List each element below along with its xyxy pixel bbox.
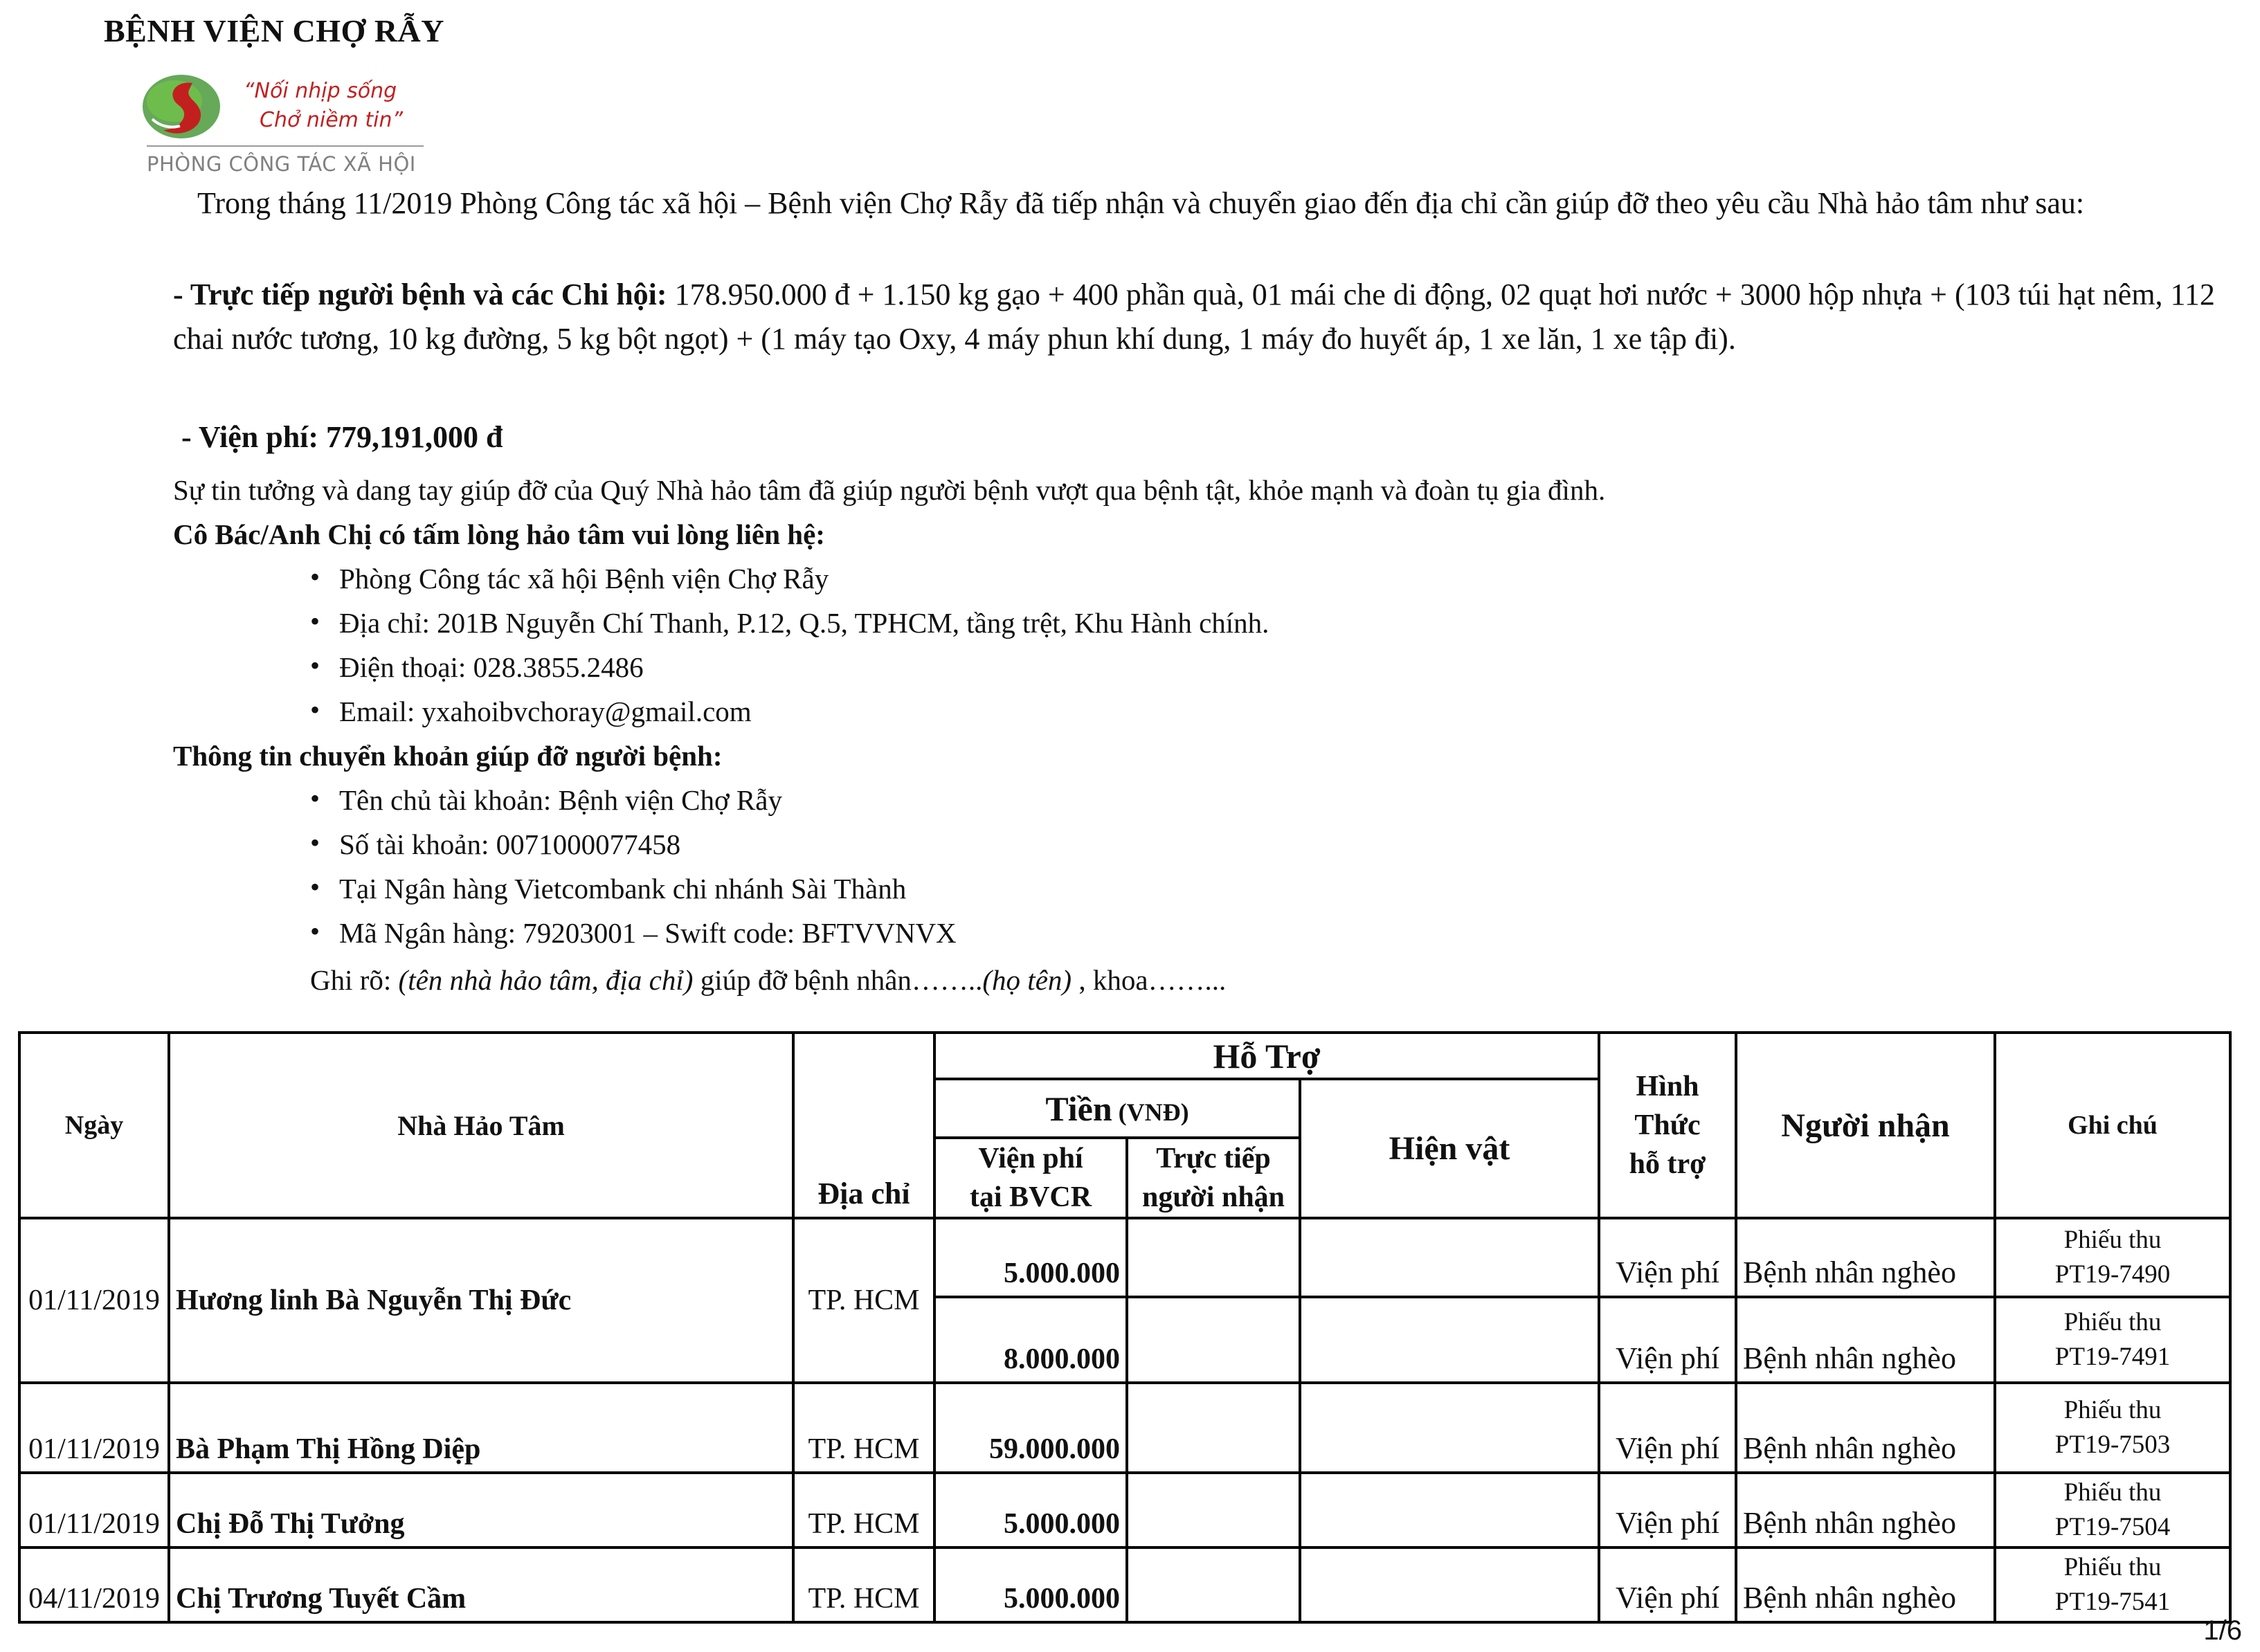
cell-form: Viện phí	[1599, 1383, 1736, 1473]
note-line2: PT19-7504	[2054, 1513, 2171, 1541]
cell-form: Viện phí	[1599, 1218, 1736, 1297]
header-form-line2: Thức	[1634, 1109, 1701, 1141]
header-goods: Hiện vật	[1300, 1079, 1599, 1218]
header-form-line1: Hình	[1636, 1071, 1699, 1102]
cell-note	[1995, 1383, 2230, 1473]
header-form-line3: hỗ trợ	[1629, 1148, 1706, 1180]
header-fee-line1: Viện phí	[978, 1143, 1083, 1174]
cell-address: TP. HCM	[793, 1473, 934, 1547]
table-row	[19, 1218, 2230, 1297]
cell-date: 04/11/2019	[19, 1547, 169, 1622]
department-logo	[138, 64, 429, 188]
transfer-note	[310, 958, 1226, 1002]
cell-donor: Hương linh Bà Nguyễn Thị Đức	[169, 1218, 793, 1383]
cell-goods	[1300, 1383, 1599, 1473]
table-row	[19, 1473, 2230, 1547]
header-date: Ngày	[19, 1033, 169, 1218]
contact-item: • Điện thoại: 028.3855.2486	[339, 651, 644, 684]
cell-note	[1995, 1297, 2230, 1383]
contact-item: • Địa chỉ: 201B Nguyễn Chí Thanh, P.12, Q.5, TPHCM, tầng trệt, Khu Hành chính.	[339, 606, 1269, 639]
header-direct-line2: người nhận	[1141, 1181, 1285, 1213]
cell-donor: Bà Phạm Thị Hồng Diệp	[169, 1383, 793, 1473]
note-prefix: Ghi rõ:	[310, 964, 399, 996]
header-money-label: Tiền	[1045, 1089, 1112, 1128]
note-line2: PT19-7503	[2054, 1431, 2171, 1459]
cell-fee: 5.000.000	[934, 1218, 1127, 1297]
table-row	[19, 1383, 2230, 1473]
cell-fee: 8.000.000	[934, 1297, 1127, 1383]
header-direct	[1127, 1138, 1300, 1218]
cell-goods	[1300, 1297, 1599, 1383]
direct-support-paragraph	[173, 273, 2236, 361]
bank-item: • Mã Ngân hàng: 79203001 – Swift code: BFTVVNVX	[339, 916, 957, 950]
donation-table	[18, 1031, 2232, 1624]
logo-divider	[147, 145, 424, 147]
thanks-text: Sự tin tưởng và dang tay giúp đỡ của Quý Nhà hảo tâm đã giúp người bệnh vượt qua bệnh tật, khỏe mạnh và đoàn tụ gia đình.	[173, 474, 1606, 506]
cell-date: 01/11/2019	[19, 1218, 169, 1383]
cell-note	[1995, 1547, 2230, 1622]
cell-direct	[1127, 1473, 1300, 1547]
cell-goods	[1300, 1473, 1599, 1547]
cell-form: Viện phí	[1599, 1547, 1736, 1622]
header-donor: Nhà Hảo Tâm	[169, 1033, 793, 1218]
hospital-fee-total: - Viện phí: 779,191,000 đ	[181, 420, 503, 454]
cell-direct	[1127, 1547, 1300, 1622]
note-line1: Phiếu thu	[2063, 1553, 2162, 1581]
note-italic-name: (họ tên)	[982, 964, 1072, 996]
cell-goods	[1300, 1547, 1599, 1622]
header-money	[934, 1079, 1300, 1138]
note-line1: Phiếu thu	[2063, 1226, 2162, 1254]
header-fee	[934, 1138, 1127, 1218]
note-line1: Phiếu thu	[2063, 1396, 2162, 1424]
bank-heading: Thông tin chuyển khoản giúp đỡ người bệnh:	[173, 740, 723, 772]
direct-support-label: - Trực tiếp người bệnh và các Chi hội:	[173, 278, 667, 311]
leaf-heart-icon	[138, 71, 242, 147]
cell-recipient: Bệnh nhân nghèo	[1736, 1547, 1995, 1622]
cell-donor: Chị Trương Tuyết Cầm	[169, 1547, 793, 1622]
cell-form: Viện phí	[1599, 1297, 1736, 1383]
header-form	[1599, 1033, 1736, 1218]
header-notes: Ghi chú	[1995, 1033, 2230, 1218]
hospital-name: BỆNH VIỆN CHỢ RẪY	[104, 13, 444, 48]
note-line1: Phiếu thu	[2063, 1478, 2162, 1507]
note-middle: giúp đỡ bệnh nhân……..	[693, 964, 983, 996]
cell-address: TP. HCM	[793, 1383, 934, 1473]
logo-slogan-line1: “Nối nhịp sống	[244, 79, 397, 103]
bank-item: • Tên chủ tài khoản: Bệnh viện Chợ Rẫy	[339, 783, 782, 817]
cell-address: TP. HCM	[793, 1218, 934, 1383]
note-italic-donor: (tên nhà hảo tâm, địa chỉ)	[398, 964, 694, 996]
cell-goods	[1300, 1218, 1599, 1297]
cell-recipient: Bệnh nhân nghèo	[1736, 1383, 1995, 1473]
cell-direct	[1127, 1383, 1300, 1473]
cell-donor: Chị Đỗ Thị Tưởng	[169, 1473, 793, 1547]
cell-fee: 5.000.000	[934, 1547, 1127, 1622]
contact-heading: Cô Bác/Anh Chị có tấm lòng hảo tâm vui lòng liên hệ:	[173, 518, 825, 550]
contact-item[interactable]: • Email: yxahoibvchoray@gmail.com	[339, 695, 752, 728]
page-number: 1/6	[2203, 1615, 2242, 1646]
note-line1: Phiếu thu	[2063, 1308, 2162, 1336]
cell-recipient: Bệnh nhân nghèo	[1736, 1218, 1995, 1297]
cell-form: Viện phí	[1599, 1473, 1736, 1547]
note-suffix: , khoa……...	[1072, 964, 1227, 996]
cell-address: TP. HCM	[793, 1547, 934, 1622]
bank-item: • Tại Ngân hàng Vietcombank chi nhánh Sài Thành	[339, 872, 906, 905]
header-address: Địa chỉ	[793, 1033, 934, 1218]
bank-item: • Số tài khoản: 0071000077458	[339, 828, 680, 861]
cell-direct	[1127, 1218, 1300, 1297]
note-line2: PT19-7541	[2054, 1588, 2171, 1616]
cell-fee: 59.000.000	[934, 1383, 1127, 1473]
direct-support-text: 178.950.000 đ + 1.150 kg gạo + 400 phần quà, 01 mái che di động, 02 quạt hơi nước + 3000 hộp nhựa + (103 túi hạt nêm, 112 chai nước tương, 10 kg đường, 5 kg bột ngọt) + (1 máy tạo Oxy, 4 máy phun khí dung, 1 máy đo huyết áp, 1 xe lăn, 1 xe tập đi).	[173, 278, 2215, 356]
cell-fee: 5.000.000	[934, 1473, 1127, 1547]
logo-department: PHÒNG CÔNG TÁC XÃ HỘI	[147, 152, 416, 176]
intro-paragraph: Trong tháng 11/2019 Phòng Công tác xã hội – Bệnh viện Chợ Rẫy đã tiếp nhận và chuyển giao đến địa chỉ cần giúp đỡ theo yêu cầu Nhà hảo tâm như sau:	[197, 186, 2085, 220]
header-direct-line1: Trực tiếp	[1156, 1143, 1271, 1174]
header-fee-line2: tại BVCR	[969, 1181, 1092, 1213]
cell-note	[1995, 1473, 2230, 1547]
cell-recipient: Bệnh nhân nghèo	[1736, 1473, 1995, 1547]
logo-slogan-line2: Chở niềm tin”	[260, 108, 404, 132]
cell-date: 01/11/2019	[19, 1473, 169, 1547]
cell-direct	[1127, 1297, 1300, 1383]
cell-date: 01/11/2019	[19, 1383, 169, 1473]
header-money-unit: (VNĐ)	[1112, 1098, 1189, 1126]
cell-recipient: Bệnh nhân nghèo	[1736, 1297, 1995, 1383]
note-line2: PT19-7491	[2054, 1343, 2171, 1371]
note-line2: PT19-7490	[2054, 1260, 2171, 1289]
header-recipient: Người nhận	[1736, 1033, 1995, 1218]
table-row	[19, 1547, 2230, 1622]
cell-note	[1995, 1218, 2230, 1297]
header-support: Hỗ Trợ	[934, 1033, 1599, 1079]
contact-item: • Phòng Công tác xã hội Bệnh viện Chợ Rẫy	[339, 562, 829, 595]
